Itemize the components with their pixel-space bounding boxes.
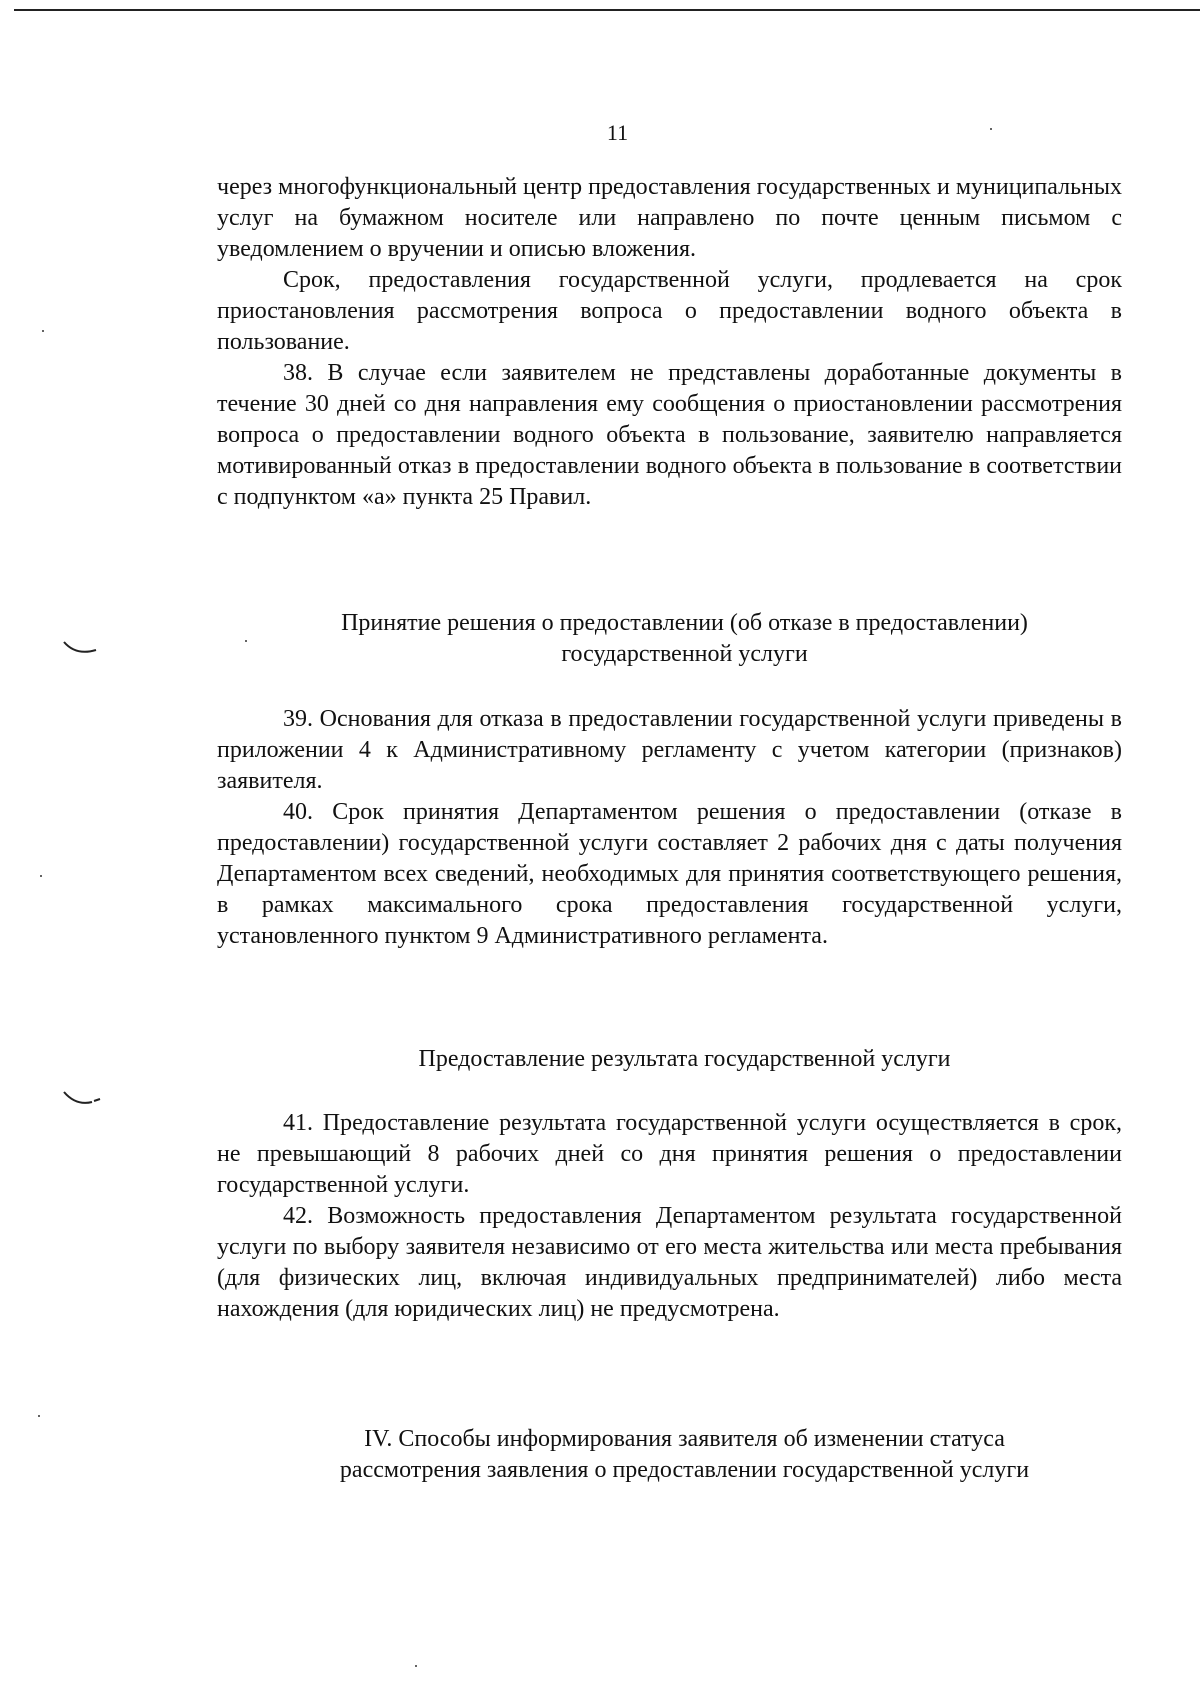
paragraph-39: 39. Основания для отказа в предоставлении государственной услуги приведены в приложении 4 к Административному регламенту с учетом категории (признаков) заявителя. [217,706,1122,794]
top-border-line [14,9,1200,11]
heading-decision-line-2: государственной услуги [561,641,808,667]
paragraph-term-extension: Срок, предоставления государственной услуги, продлевается на срок приостановления рассмотрения вопроса о предоставлении водного объекта в пользование. [217,267,1122,355]
paragraph-38: 38. В случае если заявителем не представлены доработанные документы в течение 30 дней со дня направления ему сообщения о приостановлении рассмотрения вопроса о предоставлении водного объекта в пользование, заявителю направляется мотивированный отказ в предоставлении водного объекта в пользование в соответствии с подпунктом «а» пункта 25 Правил. [217,360,1122,510]
heading-result [217,1044,1122,1075]
punch-hole-mark-lower [62,1090,102,1110]
heading-section-4-line-2: рассмотрения заявления о предоставлении государственной услуги [339,1457,1030,1483]
scan-speck [40,875,42,877]
scan-speck [245,640,247,642]
decision-block [217,704,1122,952]
punch-hole-mark-upper [62,640,102,660]
scan-speck [990,128,992,130]
scan-speck [42,330,44,332]
result-block [217,1108,1122,1325]
paragraph-41: 41. Предоставление результата государственной услуги осуществляется в срок, не превышающий 8 рабочих дней со дня принятия решения о предоставлении государственной услуги. [217,1110,1122,1198]
intro-block [217,172,1122,513]
heading-decision-line-1: Принятие решения о предоставлении (об отказе в предоставлении) [341,610,1028,636]
heading-section-4 [217,1424,1122,1486]
heading-section-4-line-1: IV. Способы информирования заявителя об изменении статуса [364,1426,1005,1452]
scan-speck [38,1415,40,1417]
scan-speck [415,1665,417,1667]
paragraph-continuation: через многофункциональный центр предоставления государственных и муниципальных услуг на бумажном носителе или направлено по почте ценным письмом с уведомлением о вручении и описью вложения. [217,174,1122,262]
page-number: 11 [606,120,629,145]
paragraph-40: 40. Срок принятия Департаментом решения о предоставлении (отказе в предоставлении) государственной услуги составляет 2 рабочих дня с даты получения Департаментом всех сведений, необходимых для принятия соответствующего решения, в рамках максимального срока предоставления государственной услуги, установленного пунктом 9 Административного регламента. [217,799,1122,949]
heading-result-line: Предоставление результата государственной услуги [418,1046,951,1072]
paragraph-42: 42. Возможность предоставления Департаментом результата государственной услуги по выбору заявителя независимо от его места жительства или места пребывания (для физических лиц, включая индивидуальных предпринимателей) либо места нахождения (для юридических лиц) не предусмотрена. [217,1203,1122,1322]
heading-decision [217,608,1122,670]
